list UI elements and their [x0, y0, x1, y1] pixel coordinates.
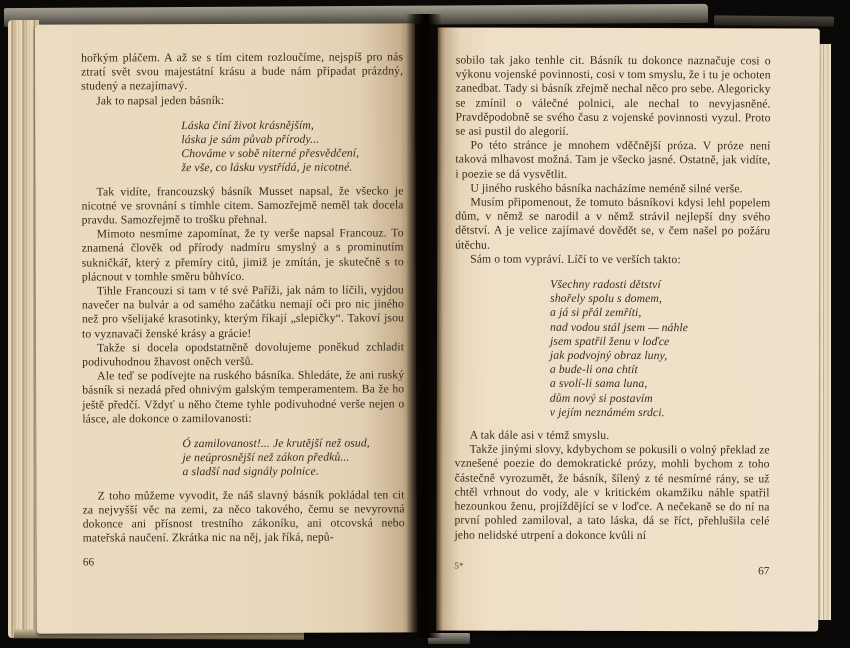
poem-quote: Všechny radosti dětství shořely spolu s domem, a já si přál zemříti, nad vodou stál jsem — náhle jsem spatřil ženu v loďce jak podvojný obraz luny, a bude-li ona chtít a svolí-li sama luna, dům nový si postavím v jejím neznámém srdci. [549, 277, 689, 419]
signature-mark: 5* [454, 560, 464, 571]
poem-quote: Ó zamilovanost!... Je krutější než osud, je neúprosnější než zákon předků... a sladší nad signály polnice. [182, 436, 370, 479]
paragraph: A tak dále asi v témž smyslu. [469, 428, 610, 443]
page-number-right: 67 [758, 565, 770, 578]
poem-quote: Láska činí život krásnějším, láska je sám půvab přírody... Chováme v sobě niterné přesvědčení, že vše, co lásku vystřídá, je nicotné. [181, 118, 360, 175]
page-number-left: 66 [82, 556, 95, 569]
right-page [436, 28, 820, 632]
book-cover-top-edge-right [714, 15, 834, 26]
left-page-text [81, 50, 405, 546]
paragraph: Ale teď se podívejte na ruského básníka. Shledáte, že ani ruský básník si nezadá před ohnivým galským temperamentem. Ba že ho ještě předčí. Vždyť u něho čteme tyhle podivuhodné verše nejen o lásce, ale dokonce o zamilovanosti: [82, 368, 405, 426]
paragraph: hořkým pláčem. A až se s tím citem rozloučíme, nejspíš pro nás ztratí svět svou majestátní krásu a bude nám připadat prázdný, studený a nezajímavý. [81, 50, 404, 93]
left-page [35, 23, 417, 633]
paragraph: Jak to napsal jeden básník: [96, 93, 225, 108]
paragraph: Takže si docela opodstatněně dovolujeme poněkud zchladit podivuhodnou žhavost oněch veršů. [82, 340, 405, 369]
paragraph: Musím připomenout, že tomuto básníkovi kdysi lehl popelem dům, v němž se narodil a v němž strávil nejlepší dny svého dětství. A je velice zajímavé dovědět se, v čem našel po požáru útěchu. [455, 195, 771, 252]
paragraph: Mimoto nesmíme zapomínat, že ty verše napsal Francouz. To znamená člověk od přírody nadmíru smyslný a s prominutím sukničkář, který z přemíry citů, jimiž je zmítán, je skutečně s to plácnout v tomhle směru bůhvíco. [81, 226, 404, 284]
paragraph: sobilo tak jako tenhle cit. Básník tu dokonce naznačuje cosi o výkonu vojenské povinnosti, cosi v tom smyslu, že i tu je ochoten zanedbat. Tady si básník zřejmě nechal něco pro sebe. Alegoricky se zmínil o válečné polnici, ale nechal to nevyjasněné. Pravděpodobně se svého času z vojenské povinnosti vyzul. Proto se asi pustil do alegorií. [455, 53, 771, 138]
paragraph: Takže jinými slovy, kdybychom se pokusili o volný překlad ze vznešené poezie do demokratické prózy, mohli bychom z toho částečně vyrozumět, že básník, šílený z té nesmírné rány, se už chtěl vrhnout do vody, ale v kritickém okamžiku náhle spatřil hezounkou ženu, projíždějící se v loďce. A nečekaně se do ní na první pohled zamiloval, a tato láska, dá se říct, přehlušila celé jeho nelidské utrpení a dokonce kvůli ní [454, 442, 770, 542]
paragraph: Sám o tom vypráví. Líčí to ve verších takto: [470, 252, 681, 266]
right-page-text [454, 54, 770, 544]
paragraph: Z toho můžeme vyvodit, že náš slavný básník pokládal ten cit za nejvyšší věc na zemi, za něco takového, čemu se nevyrovná dokonce ani přísnost trestního zákoníku, ani otcovská nebo mateřská naučení. Zkrátka nic na něj, jak říká, nepů- [82, 488, 405, 545]
paragraph: Tak vidíte, francouzský básník Musset napsal, že všecko je nicotné ve srovnání s tímhle citem. Samozřejmě neměl tak docela pravdu. Samozřejmě to trošku přehnal. [81, 184, 404, 227]
paragraph: Po této stránce je mnohem vděčnější próza. V próze není taková mlhavost možná. Tam je všecko jasné. Ostatně, jak vidíte, i poezie se dá vysvětlit. [455, 138, 771, 181]
book-spine-bottom [428, 633, 470, 644]
paragraph: Tihle Francouzi si tam v té své Paříži, jak nám to líčili, vyjdou navečer na bulvár a od samého začátku nemají oči pro nic jiného než pro všelijaké krasotinky, kterým říkají „slepičky“. Takoví jsou to vyznavači ženské krásy a grácie! [81, 283, 404, 341]
paragraph: U jiného ruského básníka nacházíme neméně silné verše. [470, 181, 743, 196]
right-fore-edge [818, 44, 831, 620]
